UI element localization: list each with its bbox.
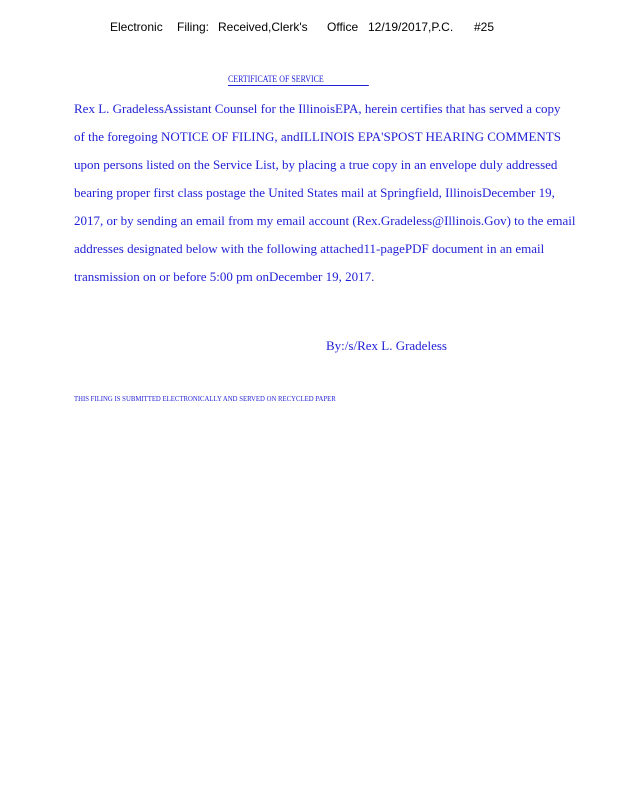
- header-received: Received,Clerk's: [218, 20, 308, 34]
- header-filing: Filing:: [177, 20, 210, 34]
- header-electronic: Electronic: [110, 20, 163, 34]
- signature-line: By:/s/Rex L. Gradeless: [326, 338, 447, 353]
- body-line-1: Rex L. GradelessAssistant Counsel for the IllinoisEPA, herein certifies that has served a copy: [74, 101, 561, 116]
- header-office: Office: [327, 20, 359, 34]
- body-line-6: addresses designated below with the following attached11-pagePDF document in an email: [74, 241, 545, 256]
- certificate-body: [74, 100, 594, 296]
- body-line-2: of the foregoing NOTICE OF FILING, andILLINOIS EPA'SPOST HEARING COMMENTS: [74, 129, 561, 144]
- body-line-5: 2017, or by sending an email from my email account (Rex.Gradeless@Illinois.Gov) to the email: [74, 213, 576, 228]
- filing-header: [0, 20, 618, 36]
- certificate-title: CERTIFICATE OF SERVICE: [228, 74, 369, 86]
- body-line-4: bearing proper first class postage the United States mail at Springfield, IllinoisDecember 19,: [74, 185, 555, 200]
- recycled-paper-note: THIS FILING IS SUBMITTED ELECTRONICALLY AND SERVED ON RECYCLED PAPER: [74, 394, 336, 403]
- body-line-3: upon persons listed on the Service List, by placing a true copy in an envelope duly addressed: [74, 157, 558, 172]
- body-line-7: transmission on or before 5:00 pm onDecember 19, 2017.: [74, 269, 375, 284]
- header-number: #25: [474, 20, 495, 34]
- header-date: 12/19/2017,P.C.: [368, 20, 454, 34]
